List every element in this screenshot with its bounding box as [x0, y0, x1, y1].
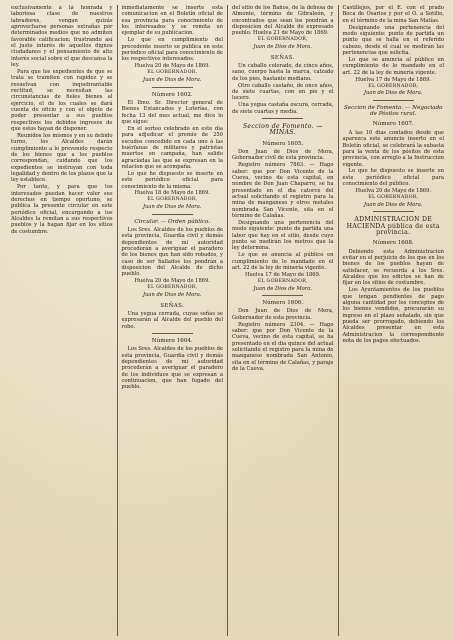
- paragraph: Lo que se anuncia al público en cumplimiento de lo mandado en el art. 22 de la ley de minería vigente.: [342, 56, 444, 76]
- signature-name: Juan de Dios de Mora.: [253, 285, 312, 292]
- section-heading: SEÑAS.: [270, 54, 295, 61]
- divider: [373, 211, 414, 212]
- paragraph: Otro caballo castaño, de once años, de siete cuartas, con un pie y el lucero.: [232, 82, 334, 102]
- paragraph: Una yegua cerrada, cuyas señas se expresarán al Alcalde del pueblo del robo.: [121, 310, 223, 330]
- paragraph: Designando una pertenencia del modo siguiente: punto de partida un punto que se halla en el referido cabezo, desde el cual se medirán las pertenencias que solicita.: [342, 24, 444, 56]
- paragraph: Don Juan de Dios de Mora, Gobernador de esta provincia.: [232, 308, 334, 321]
- paragraph: A las 10 dias contados desde que aparezca este anuncio inserto en el Boletín oficial, se celebrará la subasta para la venta de los pósitos de esta provincia, con arreglo a la Instruccion vigente.: [342, 129, 444, 168]
- signature-title: EL GOBERNADOR,: [147, 197, 198, 203]
- notice-number: Número 1608.: [372, 240, 414, 247]
- signature-name: Juan de Dios de Mora.: [143, 77, 202, 84]
- paragraph: Registro número 2304. — Hago saber: que por Don Vicente de la Cueva, vecino de esta capital, se ha presentado en el dia quince del actual solicitando el registro para la mina de manganeso nombrada San Antonio, sita en el término de Calañas, y paraje de la Cueva.: [232, 321, 334, 373]
- paragraph: Los Ayuntamientos de los pueblos que tengan pendientes de pago alguna cantidad por los conceptos de los bienes vendidos, procurarán su ingreso en el plazo señalado, sin que pueda ser prorrogado, debiendo los Alcaldes presentar en esta Administracion la correspondiente nota de los pagos efectuados.: [342, 287, 444, 345]
- signature-title: EL GOBERNADOR,: [257, 37, 308, 43]
- section-heading: Seccion de Fomento. — Negociado de Pósitos rural.: [343, 104, 443, 118]
- paragraph: Debiendo esta Administracion evitar en el perjuicio de los que en los bienes de los pueblos hayan de satisfacer, se recuerda a los Sres. Alcaldes que los edictos se han de fijar en los sitios de costumbre.: [342, 248, 444, 287]
- paragraph: Una yegua castaña oscura, cerrada, de siete cuartas y media.: [232, 102, 334, 115]
- date-line: Huelva 17 de Mayo de 1869.: [244, 271, 321, 278]
- notice-number: Número 1604.: [151, 337, 193, 344]
- column-2: [118, 5, 229, 636]
- signature-title: EL GOBERNADOR,: [147, 70, 198, 76]
- signature-title: EL GOBERNADOR,: [368, 83, 419, 89]
- divider: [262, 118, 303, 119]
- divider: [152, 333, 193, 334]
- signature-title: EL GOBERNADOR,: [257, 278, 308, 284]
- paragraph: Los Sres. Alcaldes de los pueblos de esta provincia, Guardia civil y demás dependientes de mi autoridad procederán a averiguar el paradero de los individuos que se expresan a continuacion, que han fugado del pueblo.: [121, 346, 223, 391]
- paragraph: Lo que he dispuesto se inserte en este periódico oficial para conocimiento del público.: [342, 168, 444, 188]
- paragraph: Reunidos los mismos y en su debido turno, los Alcaldes darán cumplimiento a lo prevenido respecto de los bienes que a los pueblos correspondan, cuidando que los expedientes se instruyan con toda legalidad y dentro de los plazos que la ley establece.: [11, 133, 113, 184]
- paragraph: exclusivamente á la honrada y laboriosa clase de nuestros labradores, vengan quizás aprovecharse personas extrañas por determinados medios que no admiten favorable calificacion; frustrando así el justo interés de aquellos dignos ciudadanos y el pensamiento de alto interés social sobre el que descansa la ley.: [11, 5, 113, 69]
- paragraph: inmediatamente se inserte esta comunicacion en el Boletín oficial de esa provincia para conocimiento de los interesados y se remita un ejemplar de su publicacion.: [121, 5, 223, 37]
- signature-title: EL GOBERNADOR,: [368, 195, 419, 201]
- date-line: Huelva 20 de Mayo de 1869.: [355, 188, 432, 195]
- divider: [262, 295, 303, 296]
- date-line: Huelva 20 de Mayo de 1869.: [134, 278, 211, 285]
- divider: [152, 214, 193, 215]
- signature-title: EL GOBERNADOR,: [147, 285, 198, 291]
- paragraph: Un caballo colorado, de cinco años, sano, cuerpo hasta la marca, calzado de los pies, bastante mediano.: [232, 62, 334, 82]
- paragraph: Registro número 7863. — Hago saber: que por Don Vicente de la Cueva, vecino de esta capital, en nombre de Don Juan Chaparro, se ha presentado en el dia catorce del actual solicitando el registro para la mina de manganeso y otros metales nombrada San Vicente, sita en el término de Calañas.: [232, 162, 334, 219]
- signature-name: Juan de Dios de Mora.: [143, 292, 202, 299]
- section-heading: ADMINISTRACION DE HACIENDA pública de esta provincia.: [346, 216, 440, 236]
- column-3: [228, 5, 339, 636]
- date-line: Huelva 20 de Mayo de 1869.: [134, 63, 211, 70]
- signature-name: Juan de Dios de Mora.: [143, 204, 202, 211]
- column-4: [339, 5, 449, 636]
- section-heading: Circular. — Orden público.: [134, 218, 211, 225]
- paragraph: Por tanto, y para que los interesados puedan hacer valer sus derechos en tiempo oportuno, se publica la presente circular en este periódico oficial, encargando a los Alcaldes la remitan a sus respectivos pueblos y la hagan fijar en los sitios de costumbre.: [11, 184, 113, 235]
- paragraph: Para que los expedientes de que se trata se tramiten con rapidez y se resuelvan con inquebrantable rectitud, se necesitan las circunstancias de fieles bienes al ejercicio, el de los cuales se dará cuenta de oficio y con el objeto de poder presentar a sus pueblos respectivos los debidos ingresos de que estos hayan de disponer.: [11, 69, 113, 133]
- paragraph: El Ilmo. Sr. Director general de Bienes Estancados y Loterías, con fecha 13 del mes actual, me dice lo que sigue:: [121, 99, 223, 125]
- notice-number: Número 1602.: [151, 91, 193, 98]
- paragraph: Los Sres. Alcaldes de los pueblos de esta provincia, Guardia civil y demás dependientes de mi autoridad procederán a averiguar el paradero de los bienes que han sido robados, y caso de ser hallados los pondrán a disposicion del Alcalde de dicho pueblo.: [121, 227, 223, 278]
- notice-number: Número 1607.: [372, 121, 414, 128]
- signature-name: Juan de Dios de Mora.: [364, 201, 423, 208]
- section-heading: Seccion de Fomento. — MINAS.: [242, 122, 323, 137]
- divider: [373, 100, 414, 101]
- divider: [152, 87, 193, 88]
- notice-number: Número 1606.: [262, 300, 304, 307]
- signature-name: Juan de Dios de Mora.: [253, 44, 312, 51]
- paragraph: del sitio de los Baños, de la dehesa de Almonte, término de Gibraleón, y encontrados que sean los pondrán a disposicion del Alcalde de expresado pueblo. Huelva 21 de Mayo de 1869.: [232, 5, 334, 37]
- section-heading: SEÑAS.: [160, 302, 185, 309]
- date-line: Huelva 17 de Mayo de 1869.: [355, 76, 432, 83]
- paragraph: Lo que he dispuesto se inserte en este periódico oficial para conocimiento de la misma.: [121, 170, 223, 190]
- paragraph: Lo que se anuncia al público en cumplimiento de lo mandado en el art. 22 de la ley de minería vigente.: [232, 252, 334, 271]
- paragraph: Don Juan de Dios de Mora, Gobernador civil de esta provincia.: [232, 148, 334, 162]
- paragraph: Designando una pertenencia del modo siguiente: punto de partida una labor que hay en el sitio, desde cuyo punto se medirán los metros que la ley determina.: [232, 219, 334, 252]
- notice-number: Número 1605.: [262, 140, 304, 147]
- date-line: Huelva 18 de Mayo de 1869.: [134, 190, 211, 197]
- column-1: [7, 5, 118, 636]
- paragraph: Lo que en cumplimiento del precedente inserto se publica en este periódico oficial para conocimiento de los respectivos interesados.: [121, 37, 223, 63]
- signature-name: Juan de Dios de Mora.: [364, 90, 423, 97]
- paragraph: En el sorteo celebrado en este dia para adjudicar el premio de 250 escudos concedido en cada uno á las huérfanas de militares y patriotas muertos en campaña, han salido agraciadas las que se expresan en la relacion que se acompaña.: [121, 125, 223, 170]
- paragraph: Castillejos, por el E. con el prado Boca de Osarios y por el O. a Sotillo, en el término de la mina San Matías.: [342, 5, 444, 24]
